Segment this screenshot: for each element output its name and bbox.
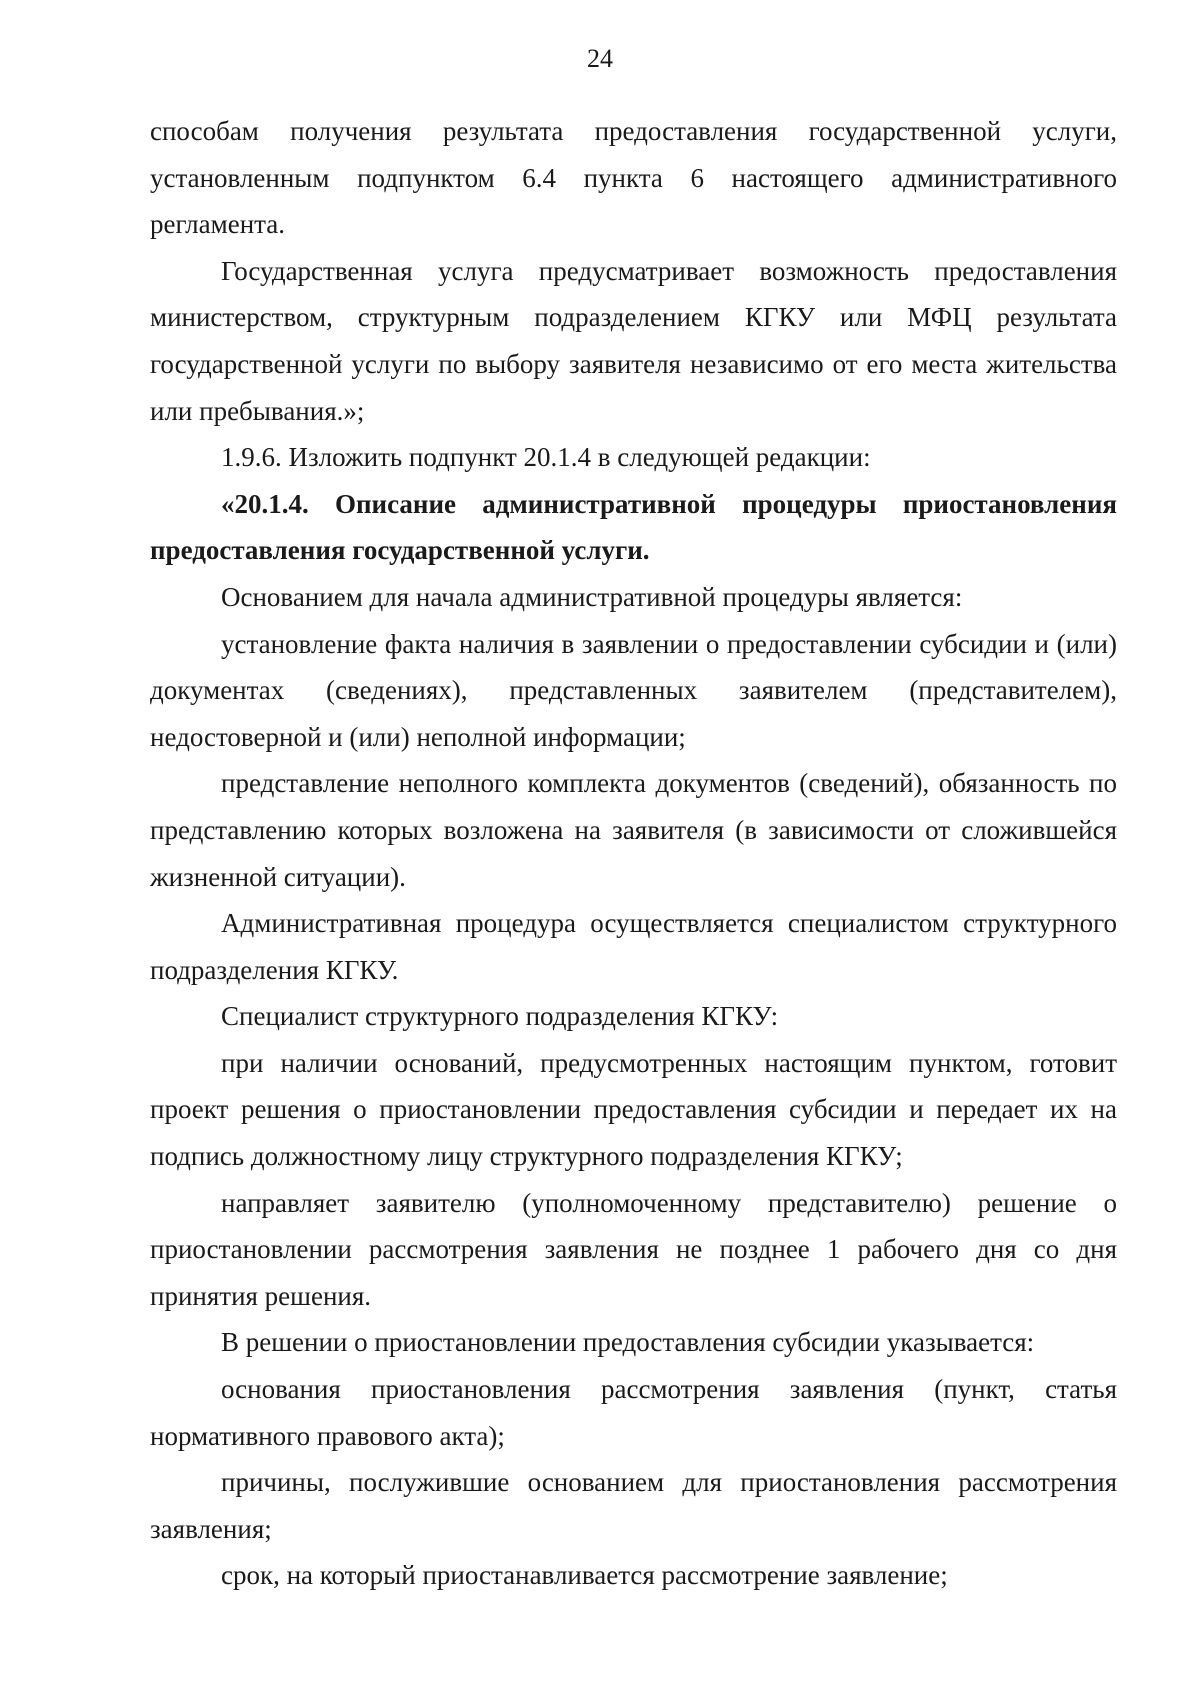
paragraph-decision-contents-intro: В решении о приостановлении предоставления субсидии указывается: (221, 1327, 1035, 1358)
paragraph-prepares-draft: при наличии оснований, предусмотренных настоящим пунктом, готовит проект решения о приостановлении предоставления субсидии и передает их на подпись должностному лицу структурного подразделения КГКУ; (150, 1047, 1117, 1172)
paragraph-grounds-intro: Основанием для начала административной процедуры является: (221, 581, 963, 612)
paragraph-ground-inaccurate-info: установление факта наличия в заявлении о предоставлении субсидии и (или) документах (сведениях), представленных заявителем (представителем), недостоверной и (или) неполной информации; (150, 628, 1117, 752)
section-heading: «20.1.4. Описание административной процедуры приостановления предоставления государственной услуги. (150, 488, 1117, 566)
paragraph-ground-incomplete-docs: представление неполного комплекта документов (сведений), обязанность по представлению которых возложена на заявителя (в зависимости от сложившейся жизненной ситуации). (150, 768, 1117, 892)
paragraph-amendment-instruction: 1.9.6. Изложить подпункт 20.1.4 в следующей редакции: (221, 442, 871, 473)
paragraph-specialist-intro: Специалист структурного подразделения КГКУ: (221, 1001, 779, 1032)
paragraph-suspension-grounds: основания приостановления рассмотрения заявления (пункт, статья нормативного правового акта); (150, 1374, 1117, 1451)
paragraph-procedure-performer: Административная процедура осуществляется специалистом структурного подразделения КГКУ. (150, 908, 1117, 985)
paragraph-suspension-reasons: причины, послужившие основанием для приостановления рассмотрения заявления; (150, 1467, 1117, 1544)
paragraph-suspension-term: срок, на который приостанавливается рассмотрение заявление; (221, 1560, 948, 1591)
paragraph-sends-decision: направляет заявителю (уполномоченному представителю) решение о приостановлении рассмотрения заявления не позднее 1 рабочего дня со дня принятия решения. (150, 1187, 1117, 1311)
page-number: 24 (587, 44, 613, 73)
document-body (150, 108, 1117, 1599)
paragraph-service-provision: Государственная услуга предусматривает возможность предоставления министерством, структурным подразделением КГКУ или МФЦ результата государственной услуги по выбору заявителя независимо от его места жительства или пребывания.»; (150, 255, 1117, 426)
paragraph-continuation: способам получения результата предоставления государственной услуги, установленным подпунктом 6.4 пункта 6 настоящего административного регламента. (150, 116, 1117, 240)
